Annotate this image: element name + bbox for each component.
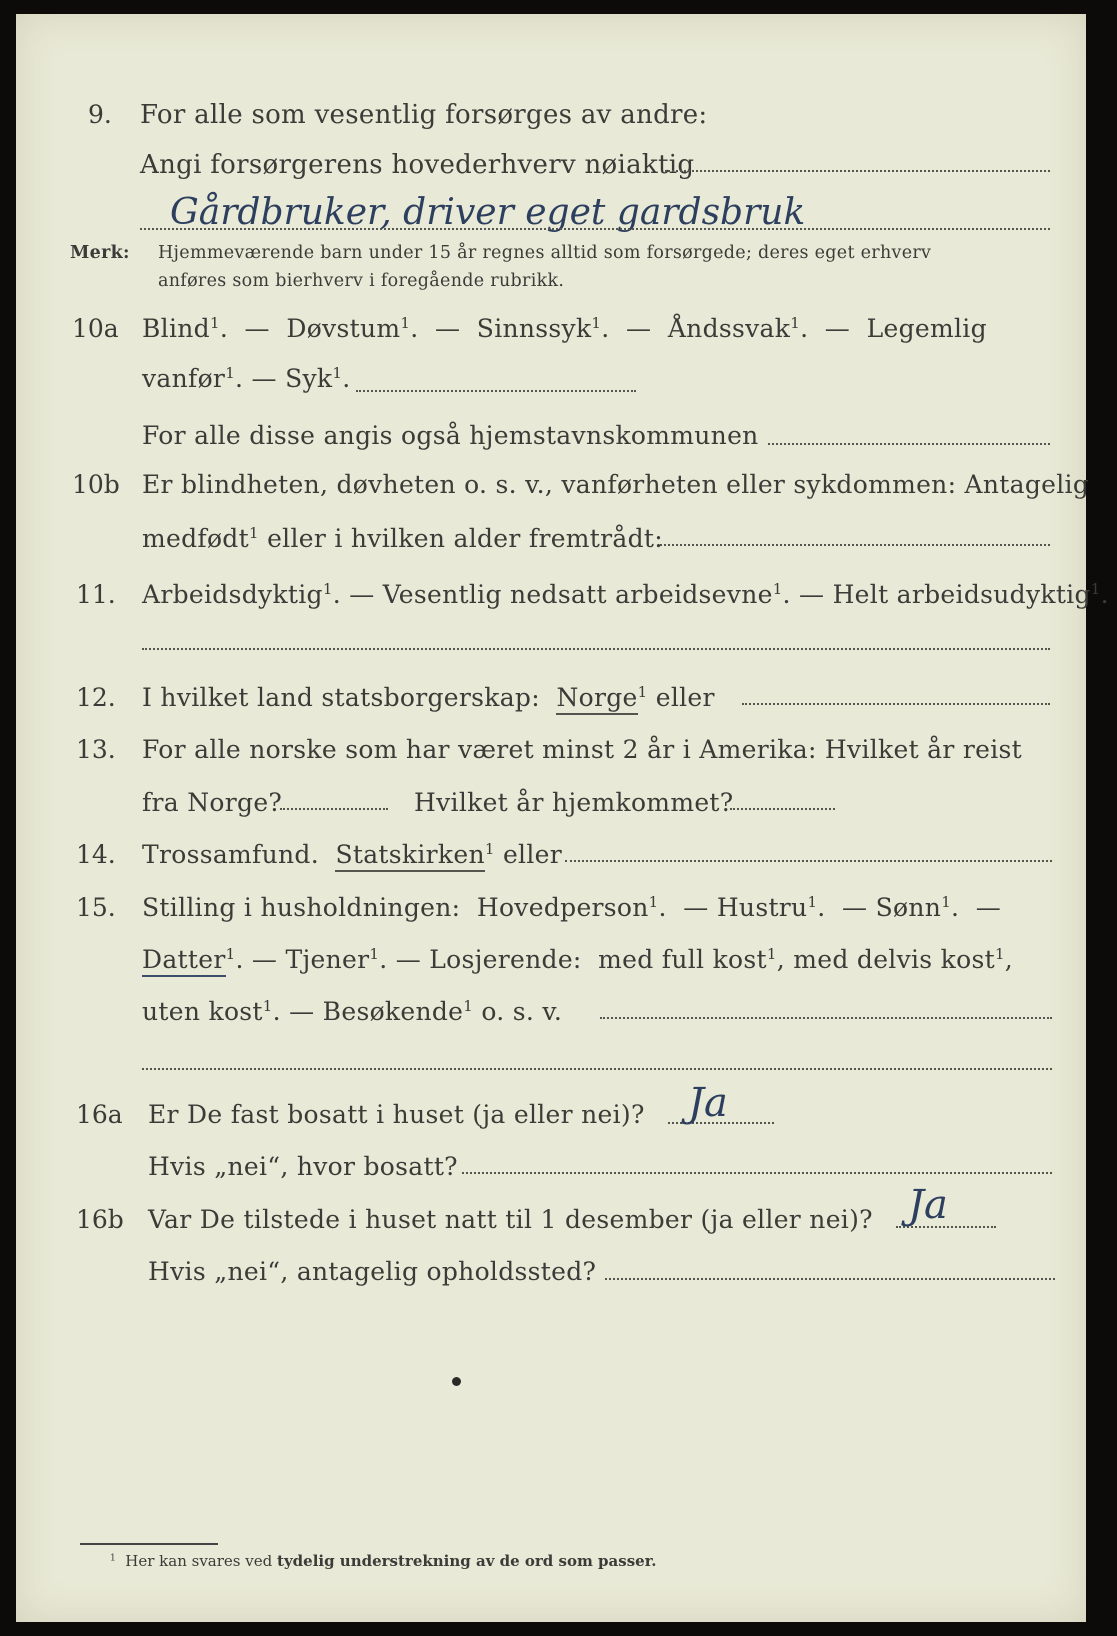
legemlig-option: Legemlig [866,314,987,343]
q16a-fill-line [462,1172,1052,1174]
uten-kost-option: uten kost [142,997,263,1026]
q15-extra-fill-line [142,1068,1052,1070]
merk-label: Merk: [70,243,130,263]
delvis-kost-option: med delvis kost [793,945,995,974]
q16b-line1: Var De tilstede i huset natt til 1 desember (ja eller nei)? [148,1205,873,1234]
q16b-line2: Hvis „nei“, antagelig opholdssted? [148,1257,597,1286]
q10a-fill-line [768,443,1050,445]
arbeidsdyktig-option: Arbeidsdyktig [142,580,323,609]
q10a-number: 10a [72,314,119,343]
q15-fill-line [600,1017,1052,1019]
q10a-line3: For alle disse angis også hjemstavnskommunen [142,421,759,450]
q16a-line1: Er De fast bosatt i huset (ja eller nei)? [148,1100,645,1129]
sinnssyk-option: Sinnssyk [476,314,592,343]
q13-hjemkommet-fill-line [730,808,835,810]
q10b-line2: medfødt$^1$ eller i hvilken alder fremtrådt: [142,524,663,553]
q11-number: 11. [76,580,116,609]
nedsatt-option: Vesentlig nedsatt arbeidsevne [382,580,773,609]
q9-fill-line [665,170,1050,172]
norge-option-underlined: Norge [556,683,637,715]
q11-fill-line [142,648,1050,650]
dovstum-option: Døvstum [286,314,401,343]
losjerende-option: Losjerende: [429,945,582,974]
syk-option: Syk [285,364,333,393]
tjener-option: Tjener [285,945,370,974]
besokende-option: Besøkende [322,997,464,1026]
q12-fill-line [742,703,1050,705]
blind-option: Blind [142,314,210,343]
q16b-number: 16b [76,1205,124,1234]
hovedperson-option: Hovedperson [476,893,649,922]
q9-line1: For alle som vesentlig forsørges av andre: [140,100,708,130]
q16b-fill-line [605,1278,1055,1280]
q9-line2: Angi forsørgerens hovederhverv nøiaktig [140,150,695,180]
q12-line: I hvilket land statsborgerskap: Norge$^1$ eller [142,683,715,712]
q10b-line1: Er blindheten, døvheten o. s. v., vanførheten eller sykdommen: Antagelig [142,470,1090,499]
q15-line1: Stilling i husholdningen: Hovedperson$^1$. — Hustru$^1$. — Sønn$^1$. — [142,893,1002,922]
q10a-line1: Blind$^1$. — Døvstum$^1$. — Sinnssyk$^1$. — Åndssvak$^1$. — Legemlig [142,314,987,343]
q14-number: 14. [76,840,116,869]
merk-line2: anføres som bierhverv i foregående rubrikk. [158,271,565,291]
andssvak-option: Åndssvak [667,314,791,343]
q13-line2a: fra Norge? [142,788,283,817]
q9-number: 9. [88,100,112,129]
q10b-number: 10b [72,470,120,499]
q14-fill-line [565,860,1052,862]
q15-line3: uten kost$^1$. — Besøkende$^1$ o. s. v. [142,997,563,1026]
q16a-number: 16a [76,1100,123,1129]
q16b-handwritten-answer: Ja [908,1182,948,1228]
q15-line2: Datter$^1$. — Tjener$^1$. — Losjerende: med full kost$^1$, med delvis kost$^1$, [142,945,1013,974]
q14-line: Trossamfund. Statskirken$^1$ eller [142,840,562,869]
q13-line1: For alle norske som har været minst 2 år i Amerika: Hvilket år reist [142,735,1023,764]
sonn-option: Sønn [875,893,942,922]
q10a-line2: vanfør$^1$. — Syk$^1$. [142,364,351,393]
vanfor-option: vanfør [142,364,226,393]
q10a-syk-fill-line [356,390,636,392]
q13-reist-fill-line [280,808,388,810]
hustru-option: Hustru [716,893,808,922]
q13-line2b: Hvilket år hjemkommet? [414,788,734,817]
q11-line: Arbeidsdyktig$^1$. — Vesentlig nedsatt arbeidsevne$^1$. — Helt arbeidsudyktig$^1$. [142,580,1109,609]
q13-number: 13. [76,735,116,764]
udyktig-option: Helt arbeidsudyktig [832,580,1091,609]
q15-number: 15. [76,893,116,922]
q9-answer-line [140,228,1050,230]
q16a-line2: Hvis „nei“, hvor bosatt? [148,1152,458,1181]
q9-handwritten-answer: Gårdbruker, driver eget gardsbruk [170,192,806,233]
datter-option-underlined: Datter [142,945,226,977]
q10b-fill-line [660,544,1050,546]
q12-number: 12. [76,683,116,712]
merk-line1: Hjemmeværende barn under 15 år regnes alltid som forsørgede; deres eget erhverv [158,243,932,263]
statskirken-option-underlined: Statskirken [335,840,484,872]
q16a-handwritten-answer: Ja [688,1080,728,1126]
medfodt-option: medfødt [142,524,249,553]
footnote: $^1$ Her kan svares ved tydelig understrekning av de ord som passer. [110,1552,657,1570]
footnote-rule [80,1543,218,1545]
ink-spot [452,1377,461,1386]
full-kost-option: med full kost [598,945,767,974]
